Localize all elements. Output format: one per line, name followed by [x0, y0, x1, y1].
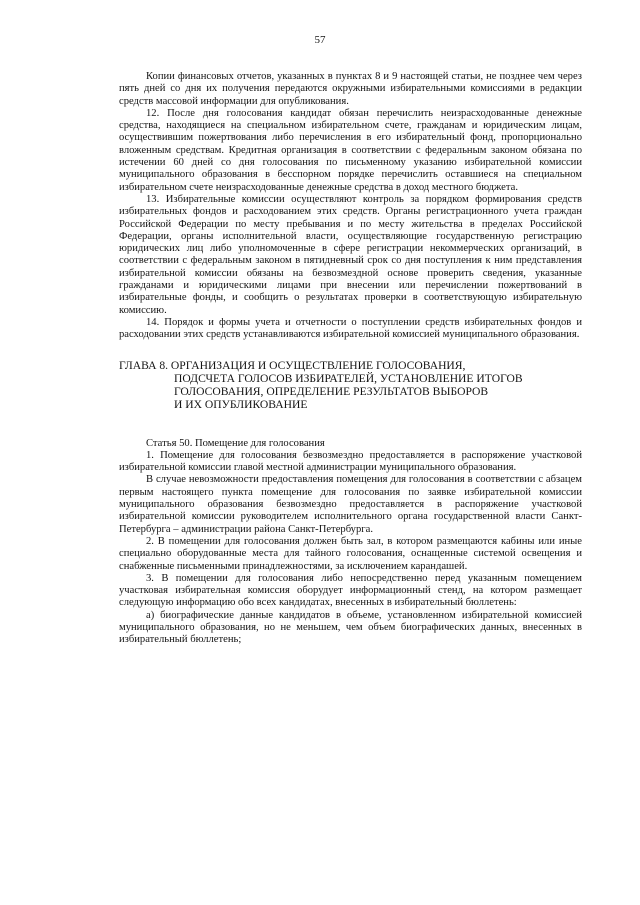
paragraph-art50-3-a: а) биографические данные кандидатов в объеме, установленном избирательной комиссией муниципального образования, но не меньшем, чем объем биографических данных, внесенных в избирательный бюллетень;	[119, 609, 582, 646]
page-number: 57	[314, 34, 326, 46]
paragraph-art50-1: 1. Помещение для голосования безвозмездно предоставляется в распоряжение участковой избирательной комиссии главой местной администрации муниципального образования.	[119, 449, 582, 474]
chapter-heading-line-4: И ИХ ОПУБЛИКОВАНИЕ	[174, 397, 308, 411]
chapter-heading-line-1: ГЛАВА 8. ОРГАНИЗАЦИЯ И ОСУЩЕСТВЛЕНИЕ ГОЛОСОВАНИЯ,	[119, 358, 466, 372]
paragraph-art50-3: 3. В помещении для голосования либо непосредственно перед указанным помещением участковая избирательная комиссия оборудует информационный стенд, на котором размещает следующую информацию обо всех кандидатах, внесенных в избирательный бюллетень:	[119, 572, 582, 609]
paragraph-12: 12. После дня голосования кандидат обязан перечислить неизрасходованные денежные средства, находящиеся на специальном избирательном счете, гражданам и юридическим лицам, осуществившим пожертвования либо перечисления в его избирательный фонд, пропорционально вложенным средствам. Кредитная организация в соответствии с федеральным законом обязана по истечении 60 дней со дня голосования по письменному указанию избирательной комиссии муниципального образования в бесспорном порядке перечислить оставшиеся на специальном избирательном счете неизрасходованные денежные средства в доход местного бюджета.	[119, 107, 582, 193]
paragraph-13: 13. Избирательные комиссии осуществляют контроль за порядком формирования средств избирательных фондов и расходованием этих средств. Органы регистрационного учета граждан Российской Федерации по месту пребывания и по месту жительства в пределах Российской Федерации, органы исполнительной власти, осуществляющие государственную регистрацию юридических лиц либо уполномоченные в сфере регистрации некоммерческих организаций, в соответствии с федеральным законом в пятидневный срок со дня поступления к ним представления избирательной комиссии обязаны на безвозмездной основе проверить сведения, указанные гражданами и юридическими лицами при внесении или перечислении пожертвований в избирательные фонды, и сообщить о результатах проверки в соответствующую избирательную комиссию.	[119, 193, 582, 316]
paragraph-art50-1-second: В случае невозможности предоставления помещения для голосования в соответствии с абзацем первым настоящего пункта помещение для голосования по заявке избирательной комиссии муниципального образования безвозмездно предоставляется в распоряжение участковой избирательной комиссии руководителем исполнительного органа государственной власти Санкт-Петербурга – администрации района Санкт-Петербурга.	[119, 474, 582, 535]
document-body	[119, 71, 582, 647]
chapter-heading-line-2: ПОДСЧЕТА ГОЛОСОВ ИЗБИРАТЕЛЕЙ, УСТАНОВЛЕНИЕ ИТОГОВ	[174, 371, 523, 385]
paragraph-art50-2: 2. В помещении для голосования должен быть зал, в котором размещаются кабины или иные специально оборудованные места для тайного голосования, оснащенные системой освещения и снабженные письменными принадлежностями, за исключением карандашей.	[119, 535, 582, 572]
chapter-heading	[119, 359, 582, 411]
paragraph-copies-of-reports: Копии финансовых отчетов, указанных в пунктах 8 и 9 настоящей статьи, не позднее чем через пять дней со дня их получения передаются окружными избирательными комиссиями в редакции средств массовой информации для опубликования.	[119, 71, 582, 107]
article-title: Статья 50. Помещение для голосования	[146, 437, 325, 449]
paragraph-14: 14. Порядок и формы учета и отчетности о поступлении средств избирательных фондов и расходовании этих средств устанавливаются избирательной комиссией муниципального образования.	[119, 316, 582, 341]
chapter-heading-line-3: ГОЛОСОВАНИЯ, ОПРЕДЕЛЕНИЕ РЕЗУЛЬТАТОВ ВЫБОРОВ	[174, 384, 489, 398]
